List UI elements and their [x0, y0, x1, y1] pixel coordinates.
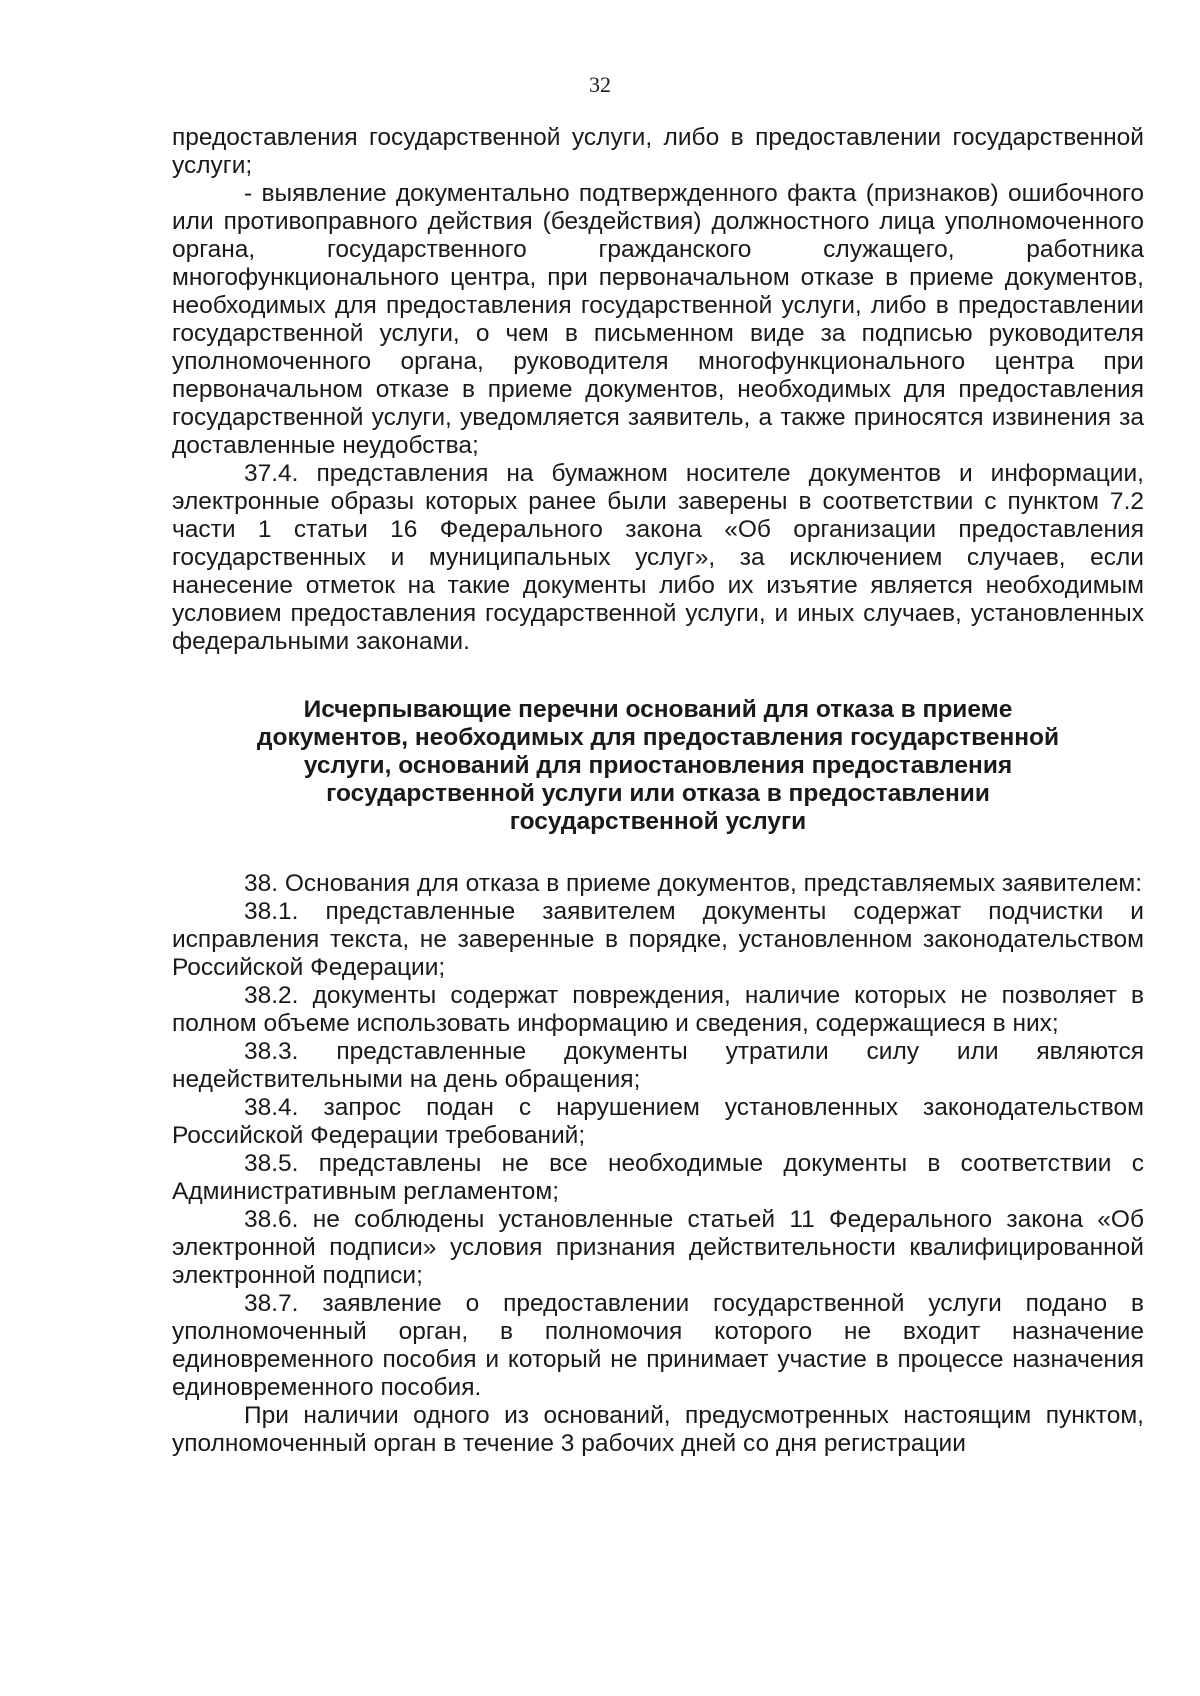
page-number: 32 — [589, 72, 611, 97]
paragraph-37-4: 37.4. представления на бумажном носителе документов и информации, электронные образы которых ранее были заверены в соответствии с пунктом 7.2 части 1 статьи 16 Федерального закона «Об организации предоставления государственных и муниципальных услуг», за исключением случаев, если нанесение отметок на такие документы либо их изъятие является необходимым условием предоставления государственной услуги, и иных случаев, установленных федеральными законами. — [172, 460, 1144, 655]
paragraph-continuation: предоставления государственной услуги, либо в предоставлении государственной услуги; — [172, 124, 1144, 179]
paragraph-38-4: 38.4. запрос подан с нарушением установленных законодательством Российской Федерации требований; — [172, 1094, 1144, 1149]
paragraph-error-detection: - выявление документально подтвержденного факта (признаков) ошибочного или противоправного действия (бездействия) должностного лица уполномоченного органа, государственного гражданского служащего, работника многофункционального центра, при первоначальном отказе в приеме документов, необходимых для предоставления государственной услуги, либо в предоставлении государственной услуги, о чем в письменном виде за подписью руководителя уполномоченного органа, руководителя многофункционального центра при первоначальном отказе в приеме документов, необходимых для предоставления государственной услуги, уведомляется заявитель, а также приносятся извинения за доставленные неудобства; — [172, 180, 1144, 459]
heading-line: государственной услуги — [509, 808, 807, 835]
heading-line: Исчерпывающие перечни оснований для отказа в приеме — [303, 696, 1013, 723]
paragraph-38-3: 38.3. представленные документы утратили силу или являются недействительными на день обращения; — [172, 1038, 1144, 1093]
heading-line: документов, необходимых для предоставления государственной — [256, 724, 1060, 751]
paragraph-38-7: 38.7. заявление о предоставлении государственной услуги подано в уполномоченный орган, в полномочия которого не входит назначение единовременного пособия и который не принимает участие в процессе назначения единовременного пособия. — [172, 1290, 1144, 1401]
heading-line: услуги, оснований для приостановления предоставления — [303, 752, 1013, 779]
paragraph-38-1: 38.1. представленные заявителем документы содержат подчистки и исправления текста, не заверенные в порядке, установленном законодательством Российской Федерации; — [172, 898, 1144, 981]
section-heading — [172, 696, 1144, 836]
heading-line: государственной услуги или отказа в предоставлении — [326, 780, 990, 807]
paragraph-38-6: 38.6. не соблюдены установленные статьей 11 Федерального закона «Об электронной подписи» условия признания действительности квалифицированной электронной подписи; — [172, 1206, 1144, 1289]
paragraph-38-2: 38.2. документы содержат повреждения, наличие которых не позволяет в полном объеме использовать информацию и сведения, содержащиеся в них; — [172, 982, 1144, 1037]
document-body — [172, 124, 1144, 1458]
paragraph-38-5: 38.5. представлены не все необходимые документы в соответствии с Административным регламентом; — [172, 1150, 1144, 1205]
paragraph-refusal-notice: При наличии одного из оснований, предусмотренных настоящим пунктом, уполномоченный орган в течение 3 рабочих дней со дня регистрации — [172, 1402, 1144, 1457]
paragraph-38: 38. Основания для отказа в приеме документов, представляемых заявителем: — [244, 870, 1143, 897]
